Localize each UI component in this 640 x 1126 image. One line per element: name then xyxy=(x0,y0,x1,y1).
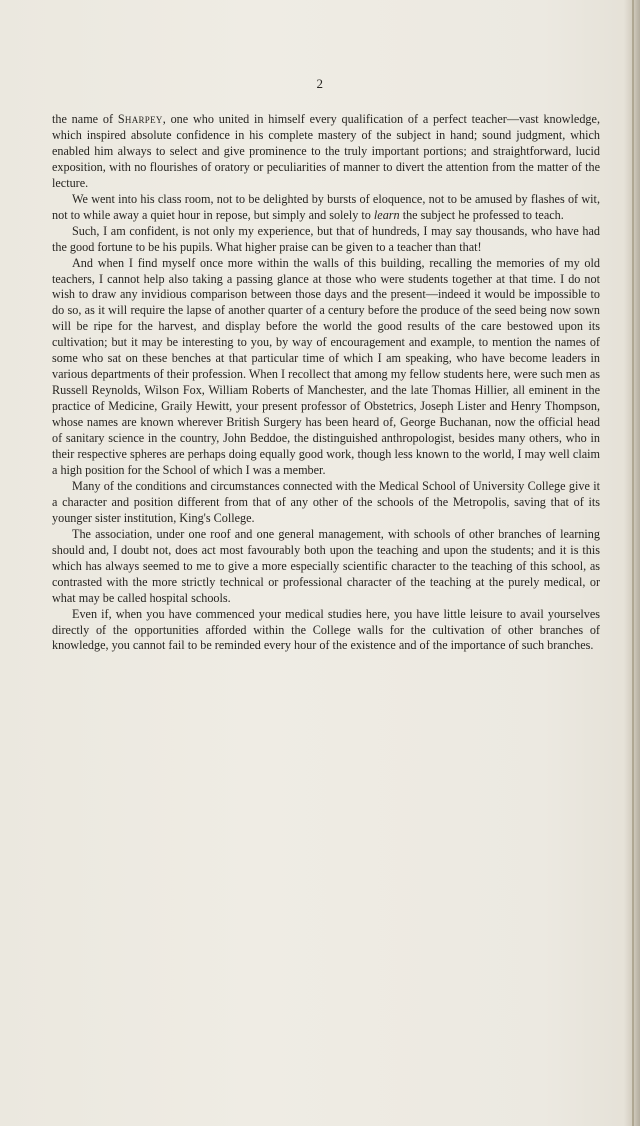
page-edge-line xyxy=(632,0,634,1126)
name-sharpey: Sharpey xyxy=(117,112,163,126)
body-text xyxy=(52,112,600,654)
paragraph-2 xyxy=(52,192,600,224)
paragraph-7: Even if, when you have commenced your medical studies here, you have little leisure to avail yourselves directly of the opportunities afforded within the College walls for the cultivation of other branches of knowledge, you cannot fail to be reminded every hour of the existence and of the importance of such branches. xyxy=(52,606,600,653)
paragraph-1 xyxy=(52,112,600,192)
paragraph-1-rest: , one who united in himself every qualification of a perfect teacher—vast knowledge, which inspired absolute confidence in his complete mastery of the subject in hand; sound judgment, which enabled him always to select and give prominence to the truly important portions; and straightforward, lucid exposition, with no flourishes of oratory or peculiarities of manner to divert the attention from the matter of the lecture. xyxy=(52,112,600,190)
paragraph-1-lead: the name of xyxy=(52,112,118,126)
word-learn: learn xyxy=(373,207,400,222)
paragraph-2-rest: the subject he professed to teach. xyxy=(399,207,564,222)
paragraph-3: Such, I am confident, is not only my experience, but that of hundreds, I may say thousands, who have had the good fortune to be his pupils. What higher praise can be given to a teacher than that! xyxy=(52,223,600,254)
page-number: 2 xyxy=(316,76,324,91)
paragraph-5: Many of the conditions and circumstances connected with the Medical School of University College give it a character and position different from that of any other of the schools of the Metropolis, saving that of its younger sister institution, King's College. xyxy=(52,478,600,525)
paragraph-2-lead: We went into his class room, not to be delighted by bursts of eloquence, not to be amused by flashes of wit, not to while away a quiet hour in repose, but simply and solely to xyxy=(52,191,600,222)
paragraph-6: The association, under one roof and one general management, with schools of other branches of learning should and, I doubt not, does act most favourably both upon the teaching and upon the students; and it is this which has always seemed to me to give a more especially scientific character to the teaching of this school, as contrasted with the more strictly technical or professional character of the teaching at the purely medical, or what may be called hospital schools. xyxy=(52,526,600,605)
paragraph-4: And when I find myself once more within the walls of this building, recalling the memories of my old teachers, I cannot help also taking a passing glance at those who were students together at that time. I do not wish to draw any invidious comparison between those days and the present—indeed it would be impossible to do so, as it will require the lapse of another quarter of a century before the produce of the seed being now sown will be ripe for the harvest, and display before the world the good results of the care bestowed upon its cultivation; but it may be interesting to you, by way of encouragement and example, to mention the names of some who sat on these benches at that particular time of which I am speaking, who have become leaders in various departments of their profession. When I recollect that among my fellow students here, were such men as Russell Reynolds, Wilson Fox, William Roberts of Manchester, and the late Thomas Hillier, all eminent in the practice of Medicine, Graily Hewitt, your present professor of Obstetrics, Joseph Lister and Henry Thompson, whose names are known wherever British Surgery has been heard of, George Buchanan, now the official head of sanitary science in the country, John Beddoe, the distinguished anthropologist, besides many others, who in their respective spheres are perhaps doing equally good work, though less known to the world, I may well claim a high position for the School of which I was a member. xyxy=(52,255,600,477)
